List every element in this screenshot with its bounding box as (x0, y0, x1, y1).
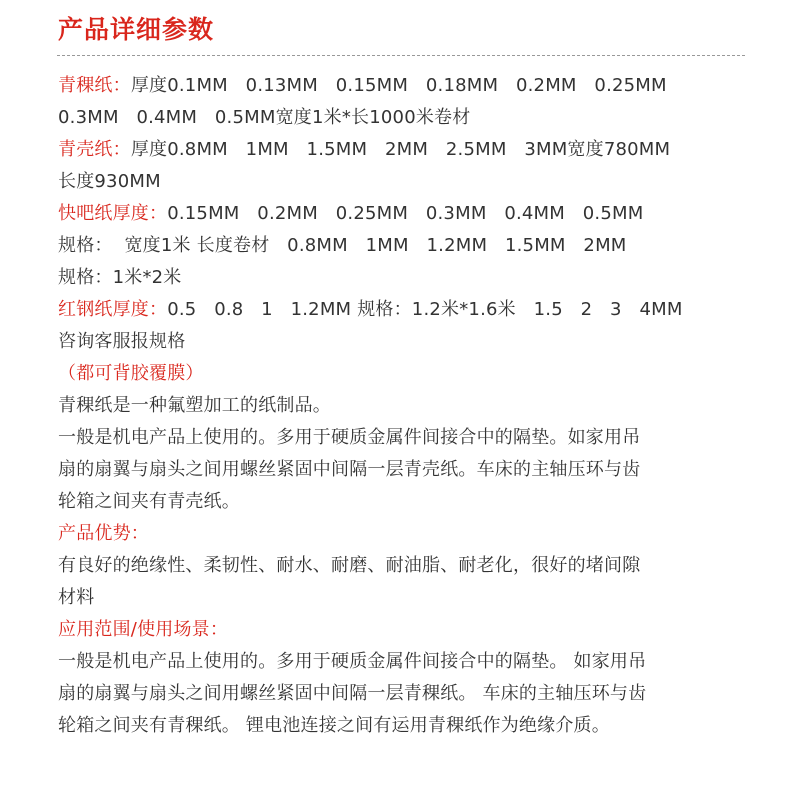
text-line (58, 326, 758, 358)
line-text: 0.15MM 0.2MM 0.25MM 0.3MM 0.4MM 0.5MM (167, 203, 644, 224)
text-line (58, 294, 758, 326)
line-label: 青稞纸： (58, 75, 131, 96)
line-text: 轮箱之间夹有青稞纸。 锂电池连接之间有运用青稞纸作为绝缘介质。 (58, 715, 610, 736)
line-text: 0.5 0.8 1 1.2MM 规格：1.2米*1.6米 1.5 2 3 4MM (167, 299, 683, 320)
line-text: 规格：1米*2米 (58, 267, 182, 288)
text-line (58, 262, 758, 294)
line-text: 扇的扇翼与扇头之间用螺丝紧固中间隔一层青壳纸。车床的主轴压环与齿 (58, 459, 641, 480)
text-line (58, 422, 758, 454)
text-line (58, 358, 758, 390)
line-text: 有良好的绝缘性、柔韧性、耐水、耐磨、耐油脂、耐老化，很好的堵间隙 (58, 555, 641, 576)
text-line (58, 230, 758, 262)
page-title: 产品详细参数 (58, 15, 215, 44)
text-line (58, 198, 758, 230)
dashed-divider (57, 55, 745, 56)
line-text: 0.3MM 0.4MM 0.5MM宽度1米*长1000米卷材 (58, 107, 471, 128)
text-line (58, 486, 758, 518)
line-label: 产品优势： (58, 523, 149, 544)
line-text: 材料 (58, 587, 95, 608)
line-label: 应用范围/使用场景： (58, 619, 229, 640)
line-text: 规格： 宽度1米 长度卷材 0.8MM 1MM 1.2MM 1.5MM 2MM (58, 235, 627, 256)
line-text: 咨询客服报规格 (58, 331, 186, 352)
text-line (58, 710, 758, 742)
line-text: 青稞纸是一种氟塑加工的纸制品。 (58, 395, 331, 416)
text-line (58, 678, 758, 710)
line-text: 长度930MM (58, 171, 161, 192)
spec-text-block (58, 70, 758, 742)
text-line (58, 518, 758, 550)
text-line (58, 166, 758, 198)
line-text: 轮箱之间夹有青壳纸。 (58, 491, 240, 512)
line-label: 快吧纸厚度： (58, 203, 168, 224)
line-text: 一般是机电产品上使用的。多用于硬质金属件间接合中的隔垫。如家用吊 (58, 427, 641, 448)
line-text: 一般是机电产品上使用的。多用于硬质金属件间接合中的隔垫。 如家用吊 (58, 651, 647, 672)
text-line (58, 550, 758, 582)
text-line (58, 646, 758, 678)
line-label: 青壳纸： (58, 139, 131, 160)
line-text: 扇的扇翼与扇头之间用螺丝紧固中间隔一层青稞纸。 车床的主轴压环与齿 (58, 683, 647, 704)
text-line (58, 614, 758, 646)
text-line (58, 70, 758, 102)
line-label: 红钢纸厚度： (58, 299, 168, 320)
line-label: （都可背胶覆膜） (58, 363, 204, 384)
text-line (58, 582, 758, 614)
text-line (58, 134, 758, 166)
text-line (58, 454, 758, 486)
line-text: 厚度0.8MM 1MM 1.5MM 2MM 2.5MM 3MM宽度780MM (130, 139, 671, 160)
text-line (58, 102, 758, 134)
text-line (58, 390, 758, 422)
line-text: 厚度0.1MM 0.13MM 0.15MM 0.18MM 0.2MM 0.25MM (130, 75, 667, 96)
